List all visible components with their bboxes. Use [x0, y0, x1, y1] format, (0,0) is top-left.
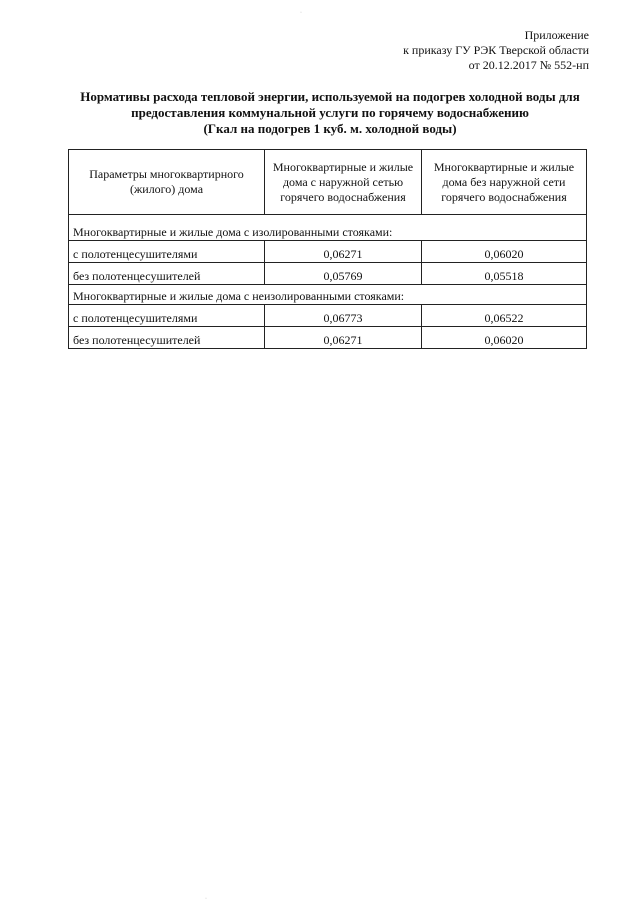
title-line-1: Нормативы расхода тепловой энергии, используемой на подогрев холодной воды для — [80, 89, 580, 104]
row-value-with-network: 0,06773 — [265, 305, 422, 327]
row-value-with-network: 0,05769 — [265, 263, 422, 285]
row-parameter: с полотенцесушителями — [69, 305, 265, 327]
scan-speck: · — [205, 896, 207, 902]
scan-speck: · — [300, 10, 302, 16]
header-with-network: Многоквартирные и жилые дома с наружной сетью горячего водоснабжения — [265, 150, 422, 215]
table-row — [69, 327, 587, 349]
group-label: Многоквартирные и жилые дома с неизолированными стояками: — [69, 285, 587, 305]
row-value-with-network: 0,06271 — [265, 327, 422, 349]
title-units: (Гкал на подогрев 1 куб. м. холодной воды) — [203, 121, 457, 136]
row-value-without-network: 0,06522 — [422, 305, 587, 327]
group-row-insulated — [69, 221, 587, 241]
row-parameter: с полотенцесушителями — [69, 241, 265, 263]
table-row — [69, 241, 587, 263]
table-header-row — [69, 150, 587, 215]
row-value-without-network: 0,05518 — [422, 263, 587, 285]
group-label: Многоквартирные и жилые дома с изолированными стояками: — [69, 221, 587, 241]
row-parameter: без полотенцесушителей — [69, 263, 265, 285]
row-parameter: без полотенцесушителей — [69, 327, 265, 349]
row-value-without-network: 0,06020 — [422, 327, 587, 349]
norms-table — [68, 149, 587, 349]
appendix-title: Приложение — [524, 28, 589, 42]
group-row-uninsulated — [69, 285, 587, 305]
row-value-with-network: 0,06271 — [265, 241, 422, 263]
title-line-2: предоставления коммунальной услуги по горячему водоснабжению — [131, 105, 529, 120]
appendix-order-date: от 20.12.2017 № 552-нп — [468, 58, 589, 72]
appendix-order-ref: к приказу ГУ РЭК Тверской области — [403, 43, 589, 57]
appendix-header — [403, 28, 589, 73]
header-without-network: Многоквартирные и жилые дома без наружной сети горячего водоснабжения — [422, 150, 587, 215]
header-parameters: Параметры многоквартирного (жилого) дома — [69, 150, 265, 215]
table-row — [69, 305, 587, 327]
row-value-without-network: 0,06020 — [422, 241, 587, 263]
table-row — [69, 263, 587, 285]
document-title — [60, 89, 600, 137]
